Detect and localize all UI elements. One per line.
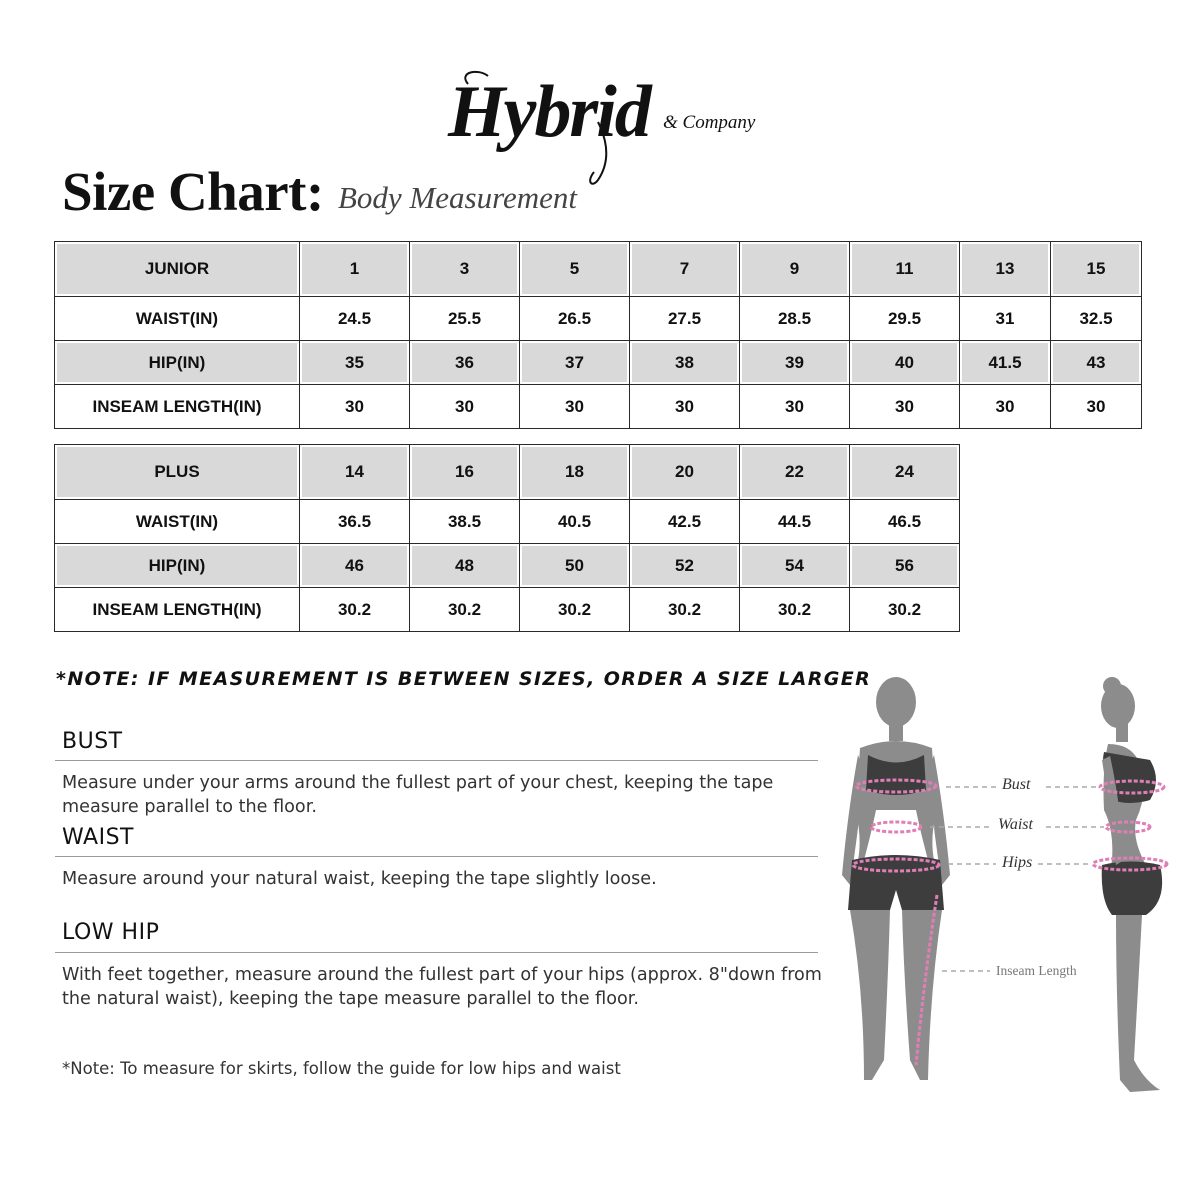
logo-subtext: & Company bbox=[663, 112, 756, 133]
table-cell: 36.5 bbox=[300, 500, 410, 544]
table-cell: 30.2 bbox=[740, 588, 850, 632]
table-cell: 28.5 bbox=[740, 297, 850, 341]
low-hip-divider bbox=[55, 952, 818, 953]
low-hip-heading: LOW HIP bbox=[62, 920, 160, 945]
plus-header-row bbox=[55, 445, 960, 500]
junior-inseam-row bbox=[55, 385, 1142, 429]
table-cell: 46 bbox=[300, 544, 410, 588]
table-cell: 39 bbox=[740, 341, 850, 385]
table-cell: 38.5 bbox=[410, 500, 520, 544]
body-silhouettes bbox=[820, 660, 1190, 1110]
page-title: Size Chart: bbox=[62, 161, 324, 222]
front-figure bbox=[842, 677, 950, 1080]
junior-waist-row bbox=[55, 297, 1142, 341]
table-cell: 30.2 bbox=[520, 588, 630, 632]
table-cell: 29.5 bbox=[850, 297, 960, 341]
table-cell: 30.2 bbox=[630, 588, 740, 632]
junior-size-cell: 5 bbox=[520, 242, 630, 297]
table-cell: 36 bbox=[410, 341, 520, 385]
hips-label: Hips bbox=[1002, 854, 1033, 871]
row-label: HIP(IN) bbox=[55, 544, 300, 588]
page-subtitle: Body Measurement bbox=[338, 180, 578, 215]
table-cell: 32.5 bbox=[1051, 297, 1142, 341]
table-cell: 30 bbox=[850, 385, 960, 429]
junior-size-cell: 9 bbox=[740, 242, 850, 297]
junior-size-cell: 15 bbox=[1051, 242, 1142, 297]
table-cell: 48 bbox=[410, 544, 520, 588]
table-cell: 37 bbox=[520, 341, 630, 385]
table-cell: 30.2 bbox=[300, 588, 410, 632]
junior-size-table bbox=[54, 241, 1142, 429]
low-hip-instructions: With feet together, measure around the fullest part of your hips (approx. 8"down from the natural waist), keeping the tape measure parallel to the floor. bbox=[62, 965, 822, 1009]
waist-label: Waist bbox=[998, 816, 1033, 833]
table-cell: 30 bbox=[410, 385, 520, 429]
bust-divider bbox=[55, 760, 818, 761]
junior-size-cell: 3 bbox=[410, 242, 520, 297]
size-note: *NOTE: IF MEASUREMENT IS BETWEEN SIZES, ORDER A SIZE LARGER bbox=[56, 668, 872, 690]
table-cell: 52 bbox=[630, 544, 740, 588]
table-cell: 54 bbox=[740, 544, 850, 588]
plus-size-cell: 18 bbox=[520, 445, 630, 500]
plus-header-label: PLUS bbox=[55, 445, 300, 500]
measurement-figure bbox=[820, 660, 1190, 1110]
row-label: INSEAM LENGTH(IN) bbox=[55, 588, 300, 632]
waist-heading: WAIST bbox=[62, 825, 134, 850]
table-cell: 26.5 bbox=[520, 297, 630, 341]
plus-inseam-row bbox=[55, 588, 960, 632]
waist-instructions: Measure around your natural waist, keeping the tape slightly loose. bbox=[62, 869, 657, 889]
plus-size-cell: 22 bbox=[740, 445, 850, 500]
table-cell: 30 bbox=[520, 385, 630, 429]
plus-waist-row bbox=[55, 500, 960, 544]
bust-heading: BUST bbox=[62, 729, 123, 754]
table-cell: 40.5 bbox=[520, 500, 630, 544]
junior-hip-row bbox=[55, 341, 1142, 385]
junior-size-cell: 13 bbox=[960, 242, 1051, 297]
junior-size-cell: 7 bbox=[630, 242, 740, 297]
side-figure bbox=[1093, 677, 1167, 1092]
table-cell: 30 bbox=[630, 385, 740, 429]
row-label: WAIST(IN) bbox=[55, 500, 300, 544]
table-cell: 30.2 bbox=[410, 588, 520, 632]
table-cell: 31 bbox=[960, 297, 1051, 341]
table-cell: 25.5 bbox=[410, 297, 520, 341]
row-label: WAIST(IN) bbox=[55, 297, 300, 341]
junior-header-label: JUNIOR bbox=[55, 242, 300, 297]
inseam-label: Inseam Length bbox=[996, 963, 1077, 978]
junior-header-row bbox=[55, 242, 1142, 297]
junior-size-cell: 11 bbox=[850, 242, 960, 297]
table-cell: 30 bbox=[960, 385, 1051, 429]
bust-instructions: Measure under your arms around the fullest part of your chest, keeping the tape measure parallel to the floor. bbox=[62, 773, 774, 817]
row-label: HIP(IN) bbox=[55, 341, 300, 385]
plus-size-cell: 14 bbox=[300, 445, 410, 500]
plus-hip-row bbox=[55, 544, 960, 588]
table-cell: 30 bbox=[740, 385, 850, 429]
table-cell: 46.5 bbox=[850, 500, 960, 544]
table-cell: 27.5 bbox=[630, 297, 740, 341]
waist-divider bbox=[55, 856, 818, 857]
logo-wordmark: Hybrid bbox=[448, 71, 650, 153]
table-cell: 24.5 bbox=[300, 297, 410, 341]
junior-size-cell: 1 bbox=[300, 242, 410, 297]
plus-size-cell: 20 bbox=[630, 445, 740, 500]
table-cell: 40 bbox=[850, 341, 960, 385]
plus-size-table bbox=[54, 444, 960, 632]
table-cell: 44.5 bbox=[740, 500, 850, 544]
table-cell: 35 bbox=[300, 341, 410, 385]
row-label: INSEAM LENGTH(IN) bbox=[55, 385, 300, 429]
table-cell: 56 bbox=[850, 544, 960, 588]
table-cell: 50 bbox=[520, 544, 630, 588]
table-cell: 30.2 bbox=[850, 588, 960, 632]
table-cell: 38 bbox=[630, 341, 740, 385]
table-cell: 43 bbox=[1051, 341, 1142, 385]
table-cell: 42.5 bbox=[630, 500, 740, 544]
table-cell: 30 bbox=[300, 385, 410, 429]
plus-size-cell: 16 bbox=[410, 445, 520, 500]
table-cell: 41.5 bbox=[960, 341, 1051, 385]
skirt-note: *Note: To measure for skirts, follow the guide for low hips and waist bbox=[62, 1059, 621, 1078]
brand-logo bbox=[448, 62, 778, 192]
bust-label: Bust bbox=[1002, 776, 1031, 793]
plus-size-cell: 24 bbox=[850, 445, 960, 500]
table-cell: 30 bbox=[1051, 385, 1142, 429]
